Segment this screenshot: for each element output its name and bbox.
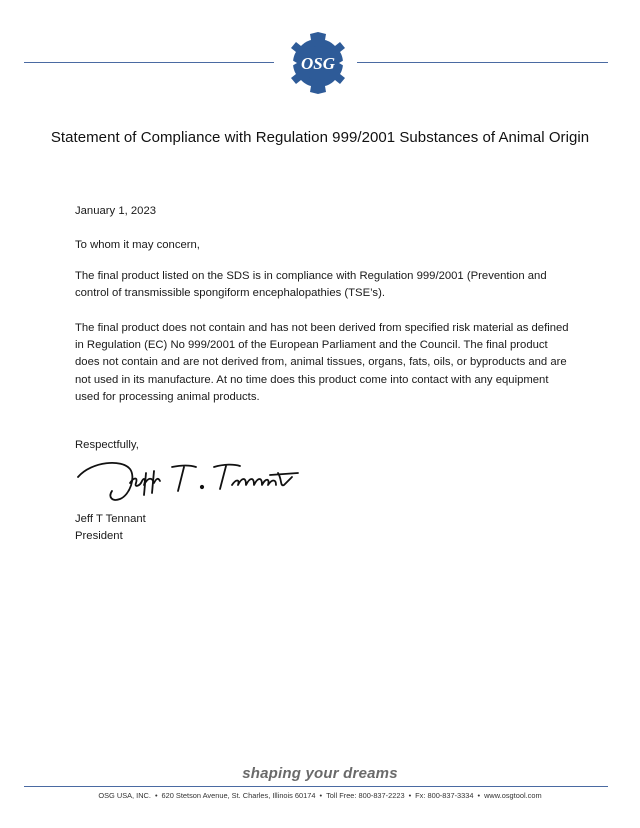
footer-tagline: shaping your dreams <box>242 765 398 782</box>
paragraph-animal-origin: The final product does not contain and has not been derived from specified risk material as defined in Regulation (EC) No 999/2001 of the European Parliament and the Council. The final product does not contain and are not derived from, animal tissues, organs, fats, oils, or byproducts and are not used in its manufacture. At no time does this product come into contact with any equipment used for processing animal products. <box>75 322 569 403</box>
handwritten-signature-icon <box>72 455 302 507</box>
logo-text: OSG <box>300 54 336 73</box>
separator: • <box>319 791 323 800</box>
osg-logo-icon <box>285 30 351 96</box>
company-address: 620 Stetson Avenue, St. Charles, Illinois 60174 <box>161 791 316 800</box>
paragraph-compliance: The final product listed on the SDS is in compliance with Regulation 999/2001 (Prevention and control of transmissible spongiform encephalopathies (TSE’s). <box>75 270 547 300</box>
separator: • <box>154 791 158 800</box>
footer-contact <box>0 791 640 800</box>
separator: • <box>408 791 412 800</box>
letter-date: January 1, 2023 <box>75 205 157 217</box>
separator: • <box>477 791 481 800</box>
footer-rule <box>24 786 608 787</box>
header-rule-right <box>357 62 608 63</box>
signer-title: President <box>75 530 123 542</box>
document-title: Statement of Compliance with Regulation 999/2001 Substances of Animal Origin <box>50 129 590 146</box>
fax-number: Fx: 800-837-3334 <box>415 791 474 800</box>
company-name: OSG USA, INC. <box>98 791 151 800</box>
letter-greeting: To whom it may concern, <box>75 239 200 251</box>
website-link: www.osgtool.com <box>484 791 542 800</box>
header-rule-left <box>24 62 274 63</box>
toll-free-phone: Toll Free: 800-837-2223 <box>326 791 405 800</box>
signer-name: Jeff T Tennant <box>75 513 146 525</box>
letter-closing: Respectfully, <box>75 439 139 451</box>
